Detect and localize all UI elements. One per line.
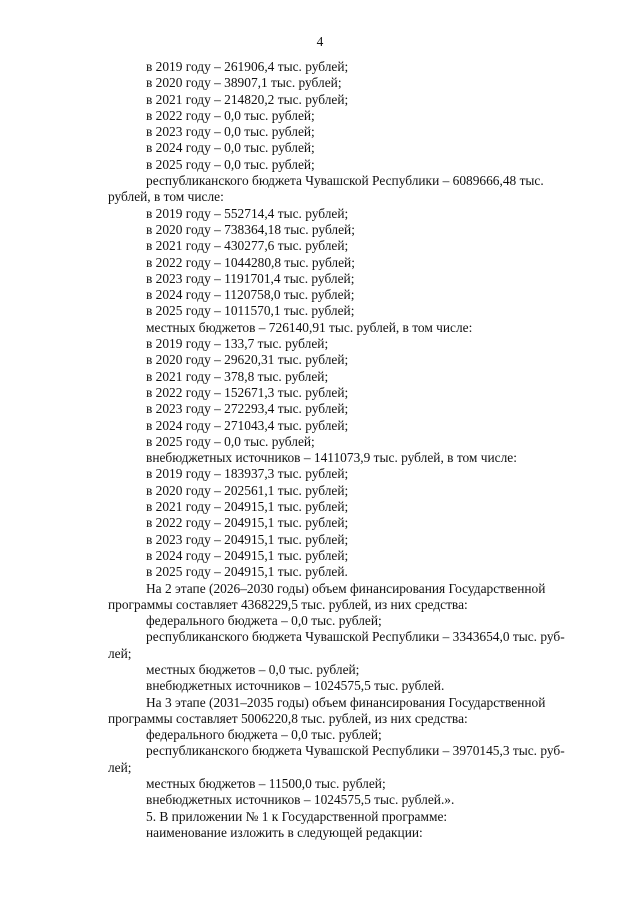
republic-budget-heading-cont: рублей, в том числе: bbox=[108, 189, 224, 205]
item-5-heading: 5. В приложении № 1 к Государственной программе: bbox=[146, 808, 448, 824]
year-line: в 2024 году – 271043,4 тыс. рублей; bbox=[146, 417, 349, 433]
year-line: в 2023 году – 272293,4 тыс. рублей; bbox=[146, 401, 349, 417]
year-line: в 2021 году – 214820,2 тыс. рублей; bbox=[146, 91, 349, 107]
year-line: в 2024 году – 0,0 тыс. рублей; bbox=[146, 140, 315, 156]
stage-3-extra: внебюджетных источников – 1024575,5 тыс. рублей.». bbox=[146, 792, 455, 808]
stage-2-extra: внебюджетных источников – 1024575,5 тыс. рублей. bbox=[146, 678, 445, 694]
page-number: 4 bbox=[316, 34, 324, 49]
stage-2-heading-cont: программы составляет 4368229,5 тыс. рублей, из них средства: bbox=[108, 596, 468, 612]
block-extra-years bbox=[108, 466, 536, 580]
document-body bbox=[108, 59, 565, 841]
year-line: в 2021 году – 378,8 тыс. рублей; bbox=[146, 368, 329, 384]
year-line: в 2020 году – 38907,1 тыс. рублей; bbox=[146, 75, 342, 91]
year-line: в 2021 году – 430277,6 тыс. рублей; bbox=[146, 238, 349, 254]
stage-3-local: местных бюджетов – 11500,0 тыс. рублей; bbox=[146, 776, 386, 792]
year-line: в 2020 году – 738364,18 тыс. рублей; bbox=[146, 221, 355, 237]
year-line: в 2020 году – 202561,1 тыс. рублей; bbox=[146, 482, 349, 498]
year-line: в 2022 году – 152671,3 тыс. рублей; bbox=[146, 384, 349, 400]
year-line: в 2025 году – 204915,1 тыс. рублей. bbox=[146, 564, 348, 580]
stage-3-republic: республиканского бюджета Чувашской Республики – 3970145,3 тыс. руб- bbox=[146, 743, 565, 759]
stage-3-federal: федерального бюджета – 0,0 тыс. рублей; bbox=[146, 727, 382, 743]
year-line: в 2025 году – 0,0 тыс. рублей; bbox=[146, 433, 315, 449]
year-line: в 2019 году – 552714,4 тыс. рублей; bbox=[146, 205, 349, 221]
stage-3-section bbox=[108, 694, 565, 809]
year-line: в 2023 году – 204915,1 тыс. рублей; bbox=[146, 531, 349, 547]
block-republic-years bbox=[108, 206, 536, 320]
block-federal-years bbox=[108, 59, 536, 173]
republic-budget-heading: республиканского бюджета Чувашской Республики – 6089666,48 тыс. bbox=[146, 173, 544, 189]
stage-2-heading: На 2 этапе (2026–2030 годы) объем финансирования Государственной bbox=[146, 580, 546, 596]
local-budget-heading: местных бюджетов – 726140,91 тыс. рублей, в том числе: bbox=[146, 319, 473, 335]
stage-2-local: местных бюджетов – 0,0 тыс. рублей; bbox=[146, 661, 360, 677]
year-line: в 2019 году – 133,7 тыс. рублей; bbox=[146, 336, 329, 352]
year-line: в 2021 году – 204915,1 тыс. рублей; bbox=[146, 499, 349, 515]
stage-3-republic-cont: лей; bbox=[108, 759, 132, 775]
year-line: в 2023 году – 1191701,4 тыс. рублей; bbox=[146, 270, 355, 286]
item-5-subheading: наименование изложить в следующей редакции: bbox=[146, 824, 423, 840]
year-line: в 2019 году – 183937,3 тыс. рублей; bbox=[146, 466, 349, 482]
year-line: в 2022 году – 1044280,8 тыс. рублей; bbox=[146, 254, 355, 270]
year-line: в 2024 году – 1120758,0 тыс. рублей; bbox=[146, 287, 355, 303]
year-line: в 2023 году – 0,0 тыс. рублей; bbox=[146, 124, 315, 140]
year-line: в 2019 году – 261906,4 тыс. рублей; bbox=[146, 59, 349, 74]
stage-2-republic-cont: лей; bbox=[108, 645, 132, 661]
year-line: в 2025 году – 0,0 тыс. рублей; bbox=[146, 156, 315, 172]
stage-2-federal: федерального бюджета – 0,0 тыс. рублей; bbox=[146, 613, 382, 629]
stage-3-heading: На 3 этапе (2031–2035 годы) объем финансирования Государственной bbox=[146, 694, 546, 710]
stage-2-section bbox=[108, 580, 565, 695]
year-line: в 2020 году – 29620,31 тыс. рублей; bbox=[146, 352, 349, 368]
year-line: в 2022 году – 204915,1 тыс. рублей; bbox=[146, 515, 349, 531]
stage-2-republic: республиканского бюджета Чувашской Республики – 3343654,0 тыс. руб- bbox=[146, 629, 565, 645]
stage-3-heading-cont: программы составляет 5006220,8 тыс. рублей, из них средства: bbox=[108, 710, 468, 726]
block-local-years bbox=[108, 336, 536, 450]
extra-budget-heading: внебюджетных источников – 1411073,9 тыс. рублей, в том числе: bbox=[146, 450, 517, 466]
year-line: в 2024 году – 204915,1 тыс. рублей; bbox=[146, 547, 349, 563]
year-line: в 2022 году – 0,0 тыс. рублей; bbox=[146, 107, 315, 123]
year-line: в 2025 году – 1011570,1 тыс. рублей; bbox=[146, 303, 355, 319]
